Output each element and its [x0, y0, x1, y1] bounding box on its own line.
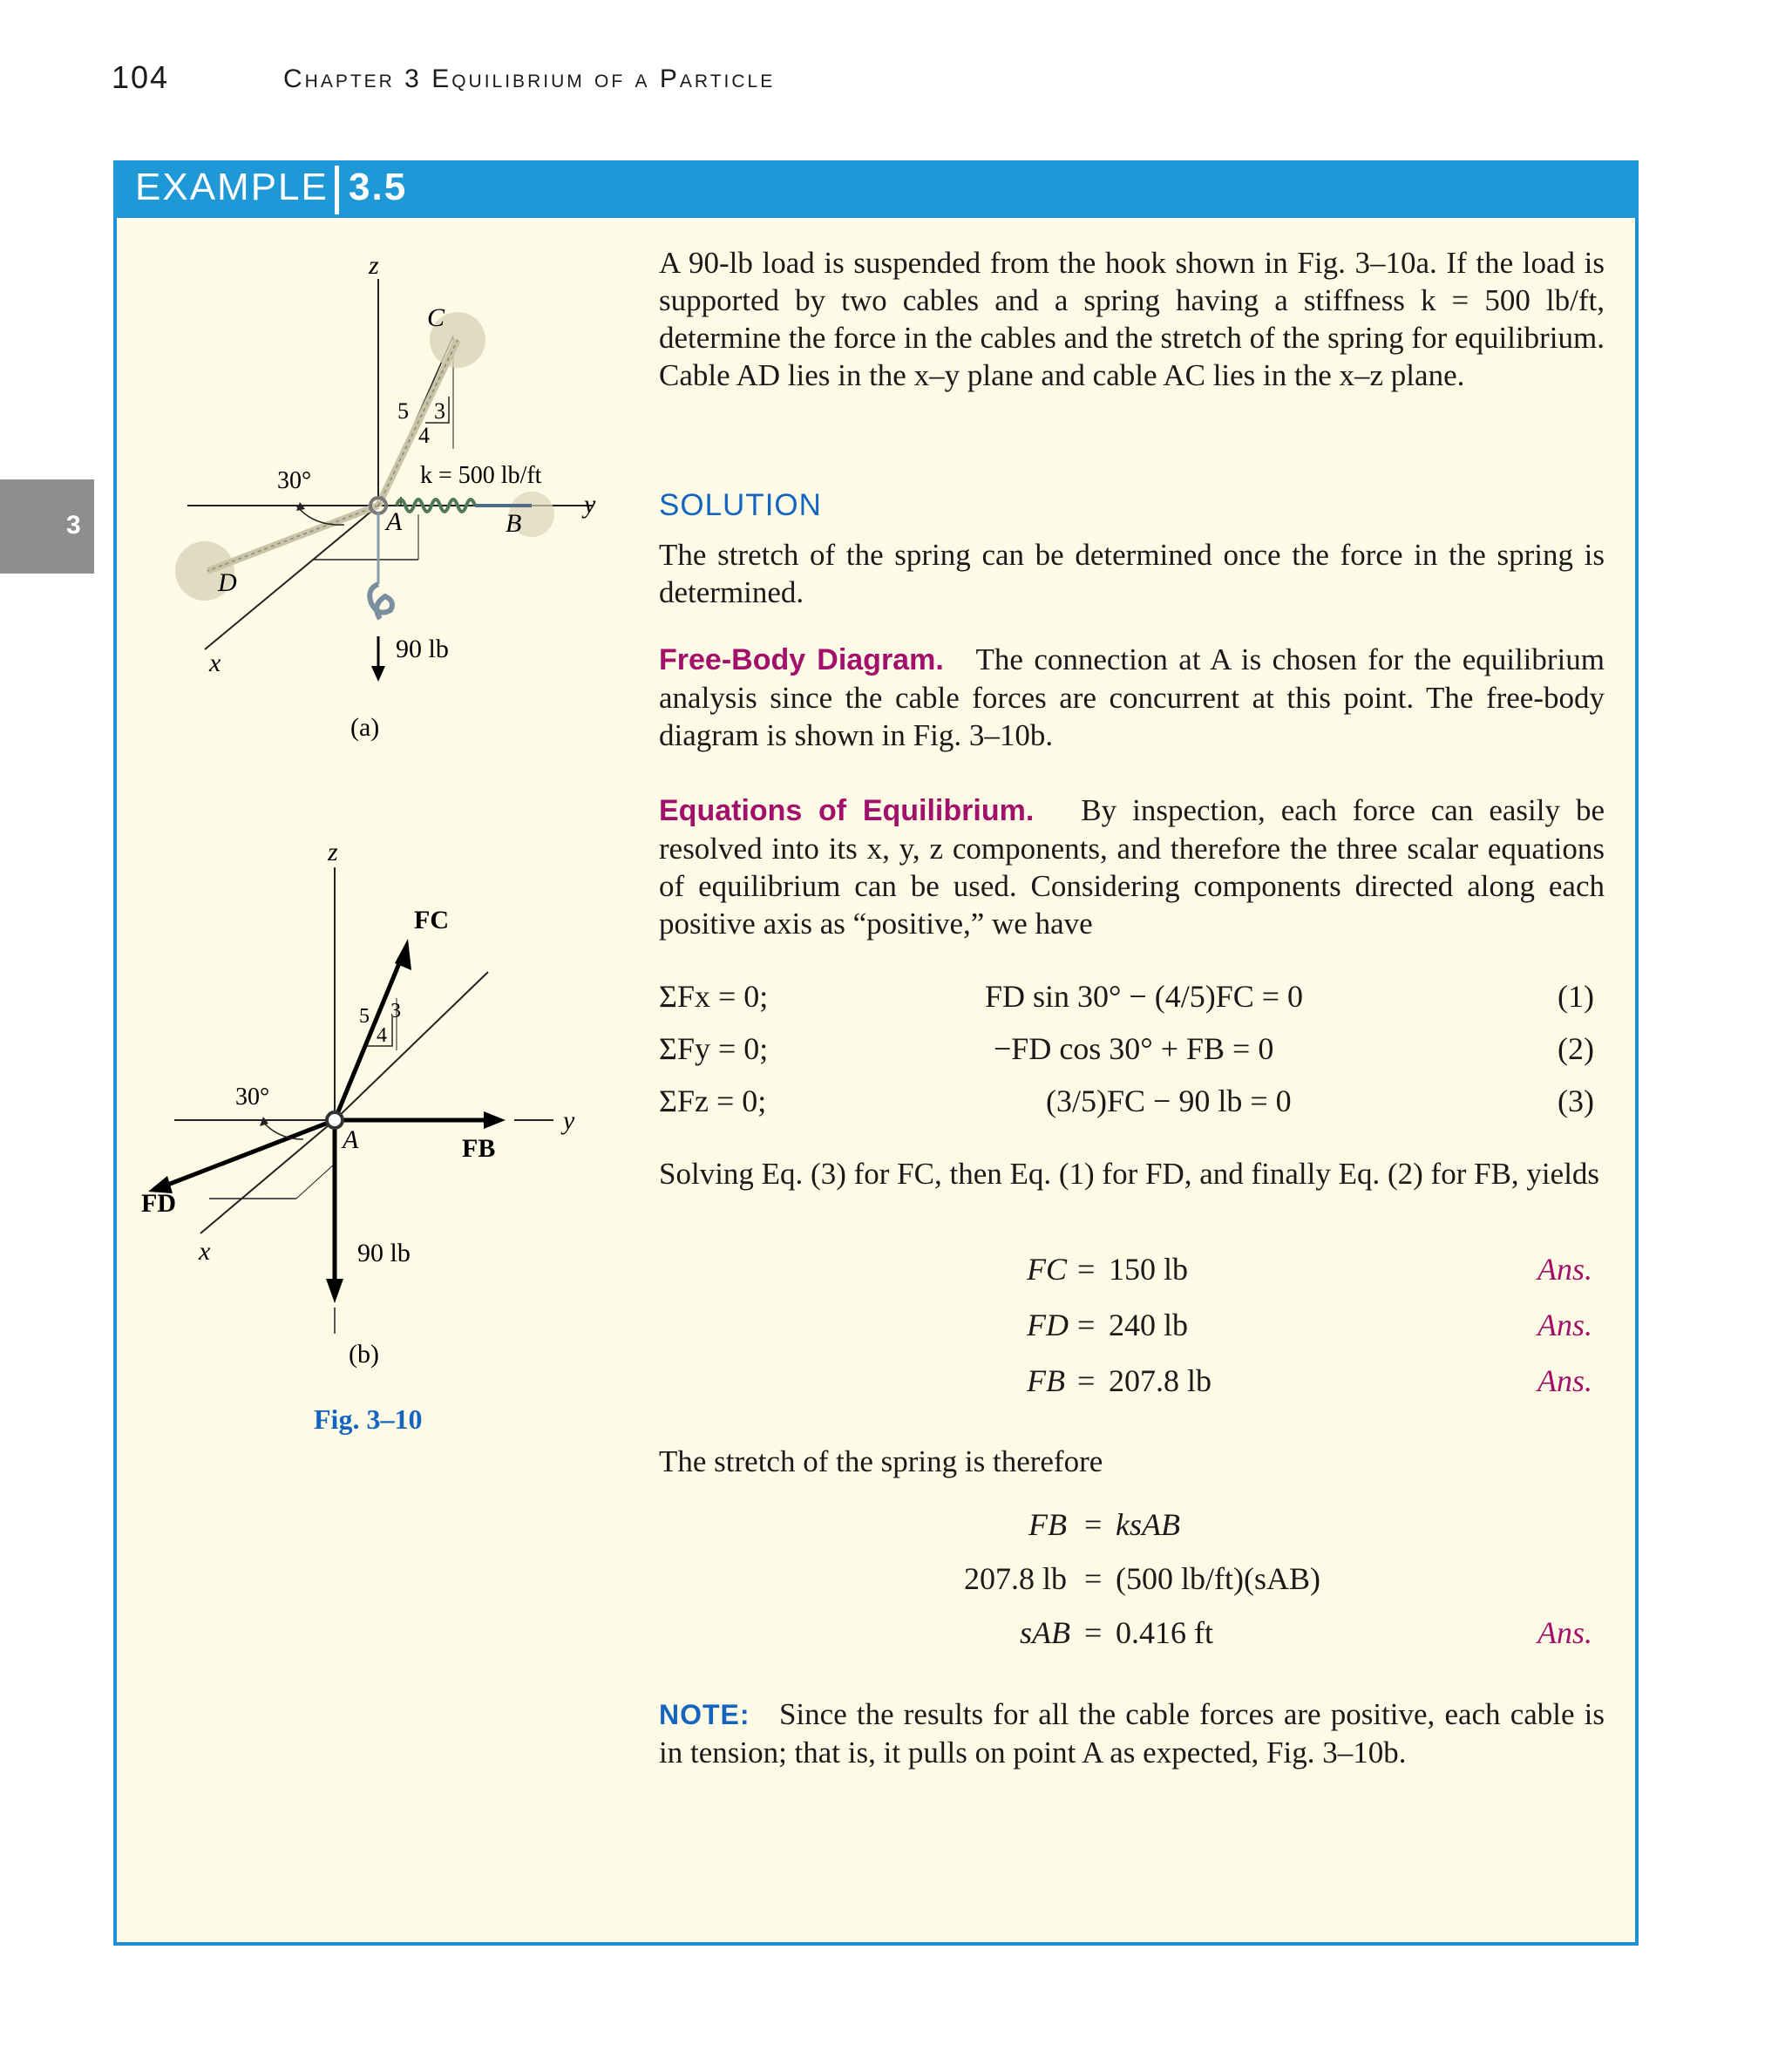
result-fb-lhs: FB [1027, 1363, 1065, 1398]
sub-caption-a: (a) [350, 713, 380, 742]
point-a-label: A [386, 507, 403, 536]
stretch-1-rhs: ksAB [1116, 1507, 1180, 1542]
tri-5: 5 [397, 398, 409, 424]
eq-1-condition: ΣFx = 0; [659, 979, 769, 1014]
result-fc-rhs: 150 lb [1109, 1252, 1189, 1287]
stretch-1-lhs: FB [1028, 1507, 1067, 1542]
result-fd-ans: Ans. [1537, 1308, 1592, 1342]
solving-paragraph: Solving Eq. (3) for FC, then Eq. (1) for FD, and finally Eq. (2) for FB, yields [659, 1157, 1600, 1191]
spring-label: k = 500 lb/ft [420, 462, 542, 489]
angle-label: 30° [277, 467, 312, 494]
note-label: NOTE: [659, 1699, 750, 1730]
axis-z-label: z [369, 251, 379, 280]
chapter-tab-number: 3 [66, 511, 81, 540]
tri-4: 4 [377, 1024, 387, 1047]
eq-2-number: (2) [1558, 1031, 1594, 1066]
eq-3-number: (3) [1558, 1084, 1594, 1118]
point-b-label: B [506, 509, 522, 538]
axis-x-label: x [209, 649, 221, 677]
chapter-tab [0, 479, 94, 574]
tri-4: 4 [418, 423, 430, 448]
equilibrium-heading: Equations of Equilibrium. [659, 794, 1035, 827]
eq-1-expression: FD sin 30° − (4/5)FC = 0 [985, 979, 1304, 1014]
knot-a [327, 1112, 343, 1128]
eq-1-number: (1) [1558, 979, 1594, 1014]
note-paragraph [659, 1695, 1605, 1771]
result-fc-equals: = [1077, 1252, 1096, 1287]
page-number: 104 [112, 59, 170, 95]
example-label: EXAMPLE [135, 166, 329, 208]
result-fc-ans: Ans. [1537, 1252, 1592, 1287]
stretch-paragraph: The stretch of the spring is therefore [659, 1444, 1103, 1478]
example-title-bar [113, 160, 1639, 218]
hook [370, 584, 392, 619]
load-label: 90 lb [357, 1239, 411, 1267]
fbd-paragraph [659, 641, 1605, 754]
solution-heading: SOLUTION [659, 488, 822, 522]
stretch-2-rhs: (500 lb/ft)(sAB) [1116, 1561, 1320, 1596]
point-c-label: C [427, 303, 445, 332]
tri-3: 3 [434, 398, 445, 424]
equilibrium-paragraph [659, 791, 1605, 942]
stretch-3-rhs: 0.416 ft [1116, 1615, 1213, 1650]
running-head: Chapter 3 Equilibrium of a Particle [283, 65, 776, 93]
force-fd-label: FD [141, 1189, 176, 1218]
stretch-1-equals: = [1084, 1507, 1103, 1542]
force-fb-label: FB [462, 1134, 496, 1163]
force-fd-arrow [166, 1120, 335, 1185]
axis-x-label: x [199, 1237, 211, 1266]
stretch-3-lhs: sAB [1020, 1615, 1070, 1650]
eq-2-condition: ΣFy = 0; [659, 1031, 769, 1066]
angle-label: 30° [235, 1084, 270, 1111]
point-d-label: D [218, 568, 237, 597]
result-fb-rhs: 207.8 lb [1109, 1363, 1212, 1398]
result-fd-lhs: FD [1027, 1308, 1069, 1342]
sub-caption-b: (b) [349, 1340, 379, 1369]
eq-3-condition: ΣFz = 0; [659, 1084, 767, 1118]
force-fc-arrow [335, 953, 404, 1120]
eq-2-expression: −FD cos 30° + FB = 0 [994, 1031, 1274, 1066]
force-fc-label: FC [414, 906, 449, 934]
axis-y-label: y [563, 1106, 575, 1135]
result-fd-equals: = [1077, 1308, 1096, 1342]
example-divider [335, 166, 339, 214]
result-fd-rhs: 240 lb [1109, 1308, 1189, 1342]
stretch-3-equals: = [1084, 1615, 1103, 1650]
result-fb-ans: Ans. [1537, 1363, 1592, 1398]
stretch-2-equals: = [1084, 1561, 1103, 1596]
figure-caption: Fig. 3–10 [314, 1403, 423, 1435]
eq-3-expression: (3/5)FC − 90 lb = 0 [1046, 1084, 1292, 1118]
stretch-2-lhs: 207.8 lb [964, 1561, 1068, 1596]
tri-3: 3 [390, 1000, 401, 1022]
fbd-text: The connection at A is chosen for the equilibrium analysis since the cable forces are concurrent at this point. The free-body diagram is shown in Fig. 3–10b. [659, 642, 1605, 752]
point-a-label: A [343, 1125, 359, 1154]
axis-y-label: y [584, 490, 596, 519]
figure-3-10b [131, 832, 601, 1373]
solution-intro: The stretch of the spring can be determined once the force in the spring is determined. [659, 538, 1605, 609]
axis-z-label: z [328, 838, 338, 866]
problem-statement: A 90-lb load is suspended from the hook shown in Fig. 3–10a. If the load is supported by two cables and a spring having a stiffness k = 500 lb/ft, determine the force in the cables and the stretch of the spring for equilibrium. Cable AD lies in the x–y plane and cable AC lies in the x–z plane. [659, 246, 1605, 392]
equilibrium-text: By inspection, each force can easily be resolved into its x, y, z components, and therefore the three scalar equations of equilibrium can be used. Considering components directed along each positive axis as “positive,” we have [659, 793, 1605, 941]
figure-3-10a [157, 235, 628, 750]
fbd-heading: Free-Body Diagram. [659, 643, 944, 676]
load-label: 90 lb [396, 635, 449, 663]
stretch-3-ans: Ans. [1537, 1615, 1592, 1650]
result-fc-lhs: FC [1027, 1252, 1068, 1287]
note-text: Since the results for all the cable forces are positive, each cable is in tension; that is, it pulls on point A as expected, Fig. 3–10b. [659, 1697, 1605, 1770]
example-number: 3.5 [349, 166, 408, 208]
tri-5: 5 [359, 1005, 370, 1028]
result-fb-equals: = [1077, 1363, 1096, 1398]
